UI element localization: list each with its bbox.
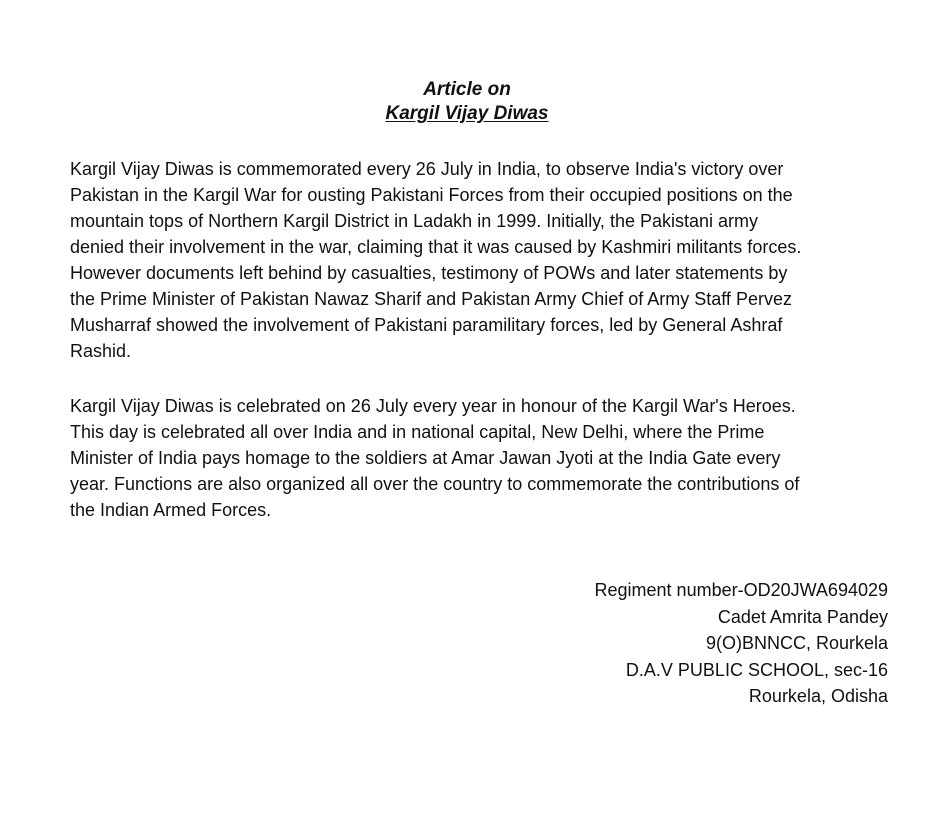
paragraph-line: Musharraf showed the involvement of Pakistani paramilitary forces, led by General Ashraf — [70, 315, 783, 335]
paragraph-line: mountain tops of Northern Kargil District in Ladakh in 1999. Initially, the Pakistani army — [70, 211, 758, 231]
paragraph-line: Kargil Vijay Diwas is celebrated on 26 July every year in honour of the Kargil War's Heroes. — [70, 396, 796, 416]
paragraph-line: Kargil Vijay Diwas is commemorated every 26 July in India, to observe India's victory over — [70, 159, 784, 179]
paragraph-line: the Indian Armed Forces. — [70, 500, 272, 520]
title-line-1: Article on — [423, 79, 511, 100]
cadet-name: Cadet Amrita Pandey — [717, 606, 888, 627]
paragraph-line: year. Functions are also organized all over the country to commemorate the contributions of — [70, 474, 800, 494]
paragraph-line: denied their involvement in the war, claiming that it was caused by Kashmiri militants forces. — [70, 237, 802, 257]
paragraph-line: the Prime Minister of Pakistan Nawaz Sharif and Pakistan Army Chief of Army Staff Pervez — [70, 289, 792, 309]
location: Rourkela, Odisha — [748, 686, 888, 706]
paragraph-1 — [70, 156, 890, 364]
signature-block — [595, 577, 888, 710]
unit-name: 9(O)BNNCC, Rourkela — [705, 633, 888, 653]
title-line-2: Kargil Vijay Diwas — [385, 103, 549, 124]
regiment-number: Regiment number-OD20JWA694029 — [594, 580, 888, 600]
paragraph-2 — [70, 393, 890, 523]
paragraph-line: Minister of India pays homage to the soldiers at Amar Jawan Jyoti at the India Gate every — [70, 448, 781, 468]
paragraph-line: This day is celebrated all over India and in national capital, New Delhi, where the Prime — [70, 422, 765, 442]
paragraph-line: However documents left behind by casualties, testimony of POWs and later statements by — [70, 263, 788, 283]
paragraph-line: Rashid. — [70, 341, 132, 361]
paragraph-line: Pakistan in the Kargil War for ousting Pakistani Forces from their occupied positions on the — [70, 185, 793, 205]
school-name: D.A.V PUBLIC SCHOOL, sec-16 — [625, 659, 888, 680]
article-title — [0, 78, 934, 126]
